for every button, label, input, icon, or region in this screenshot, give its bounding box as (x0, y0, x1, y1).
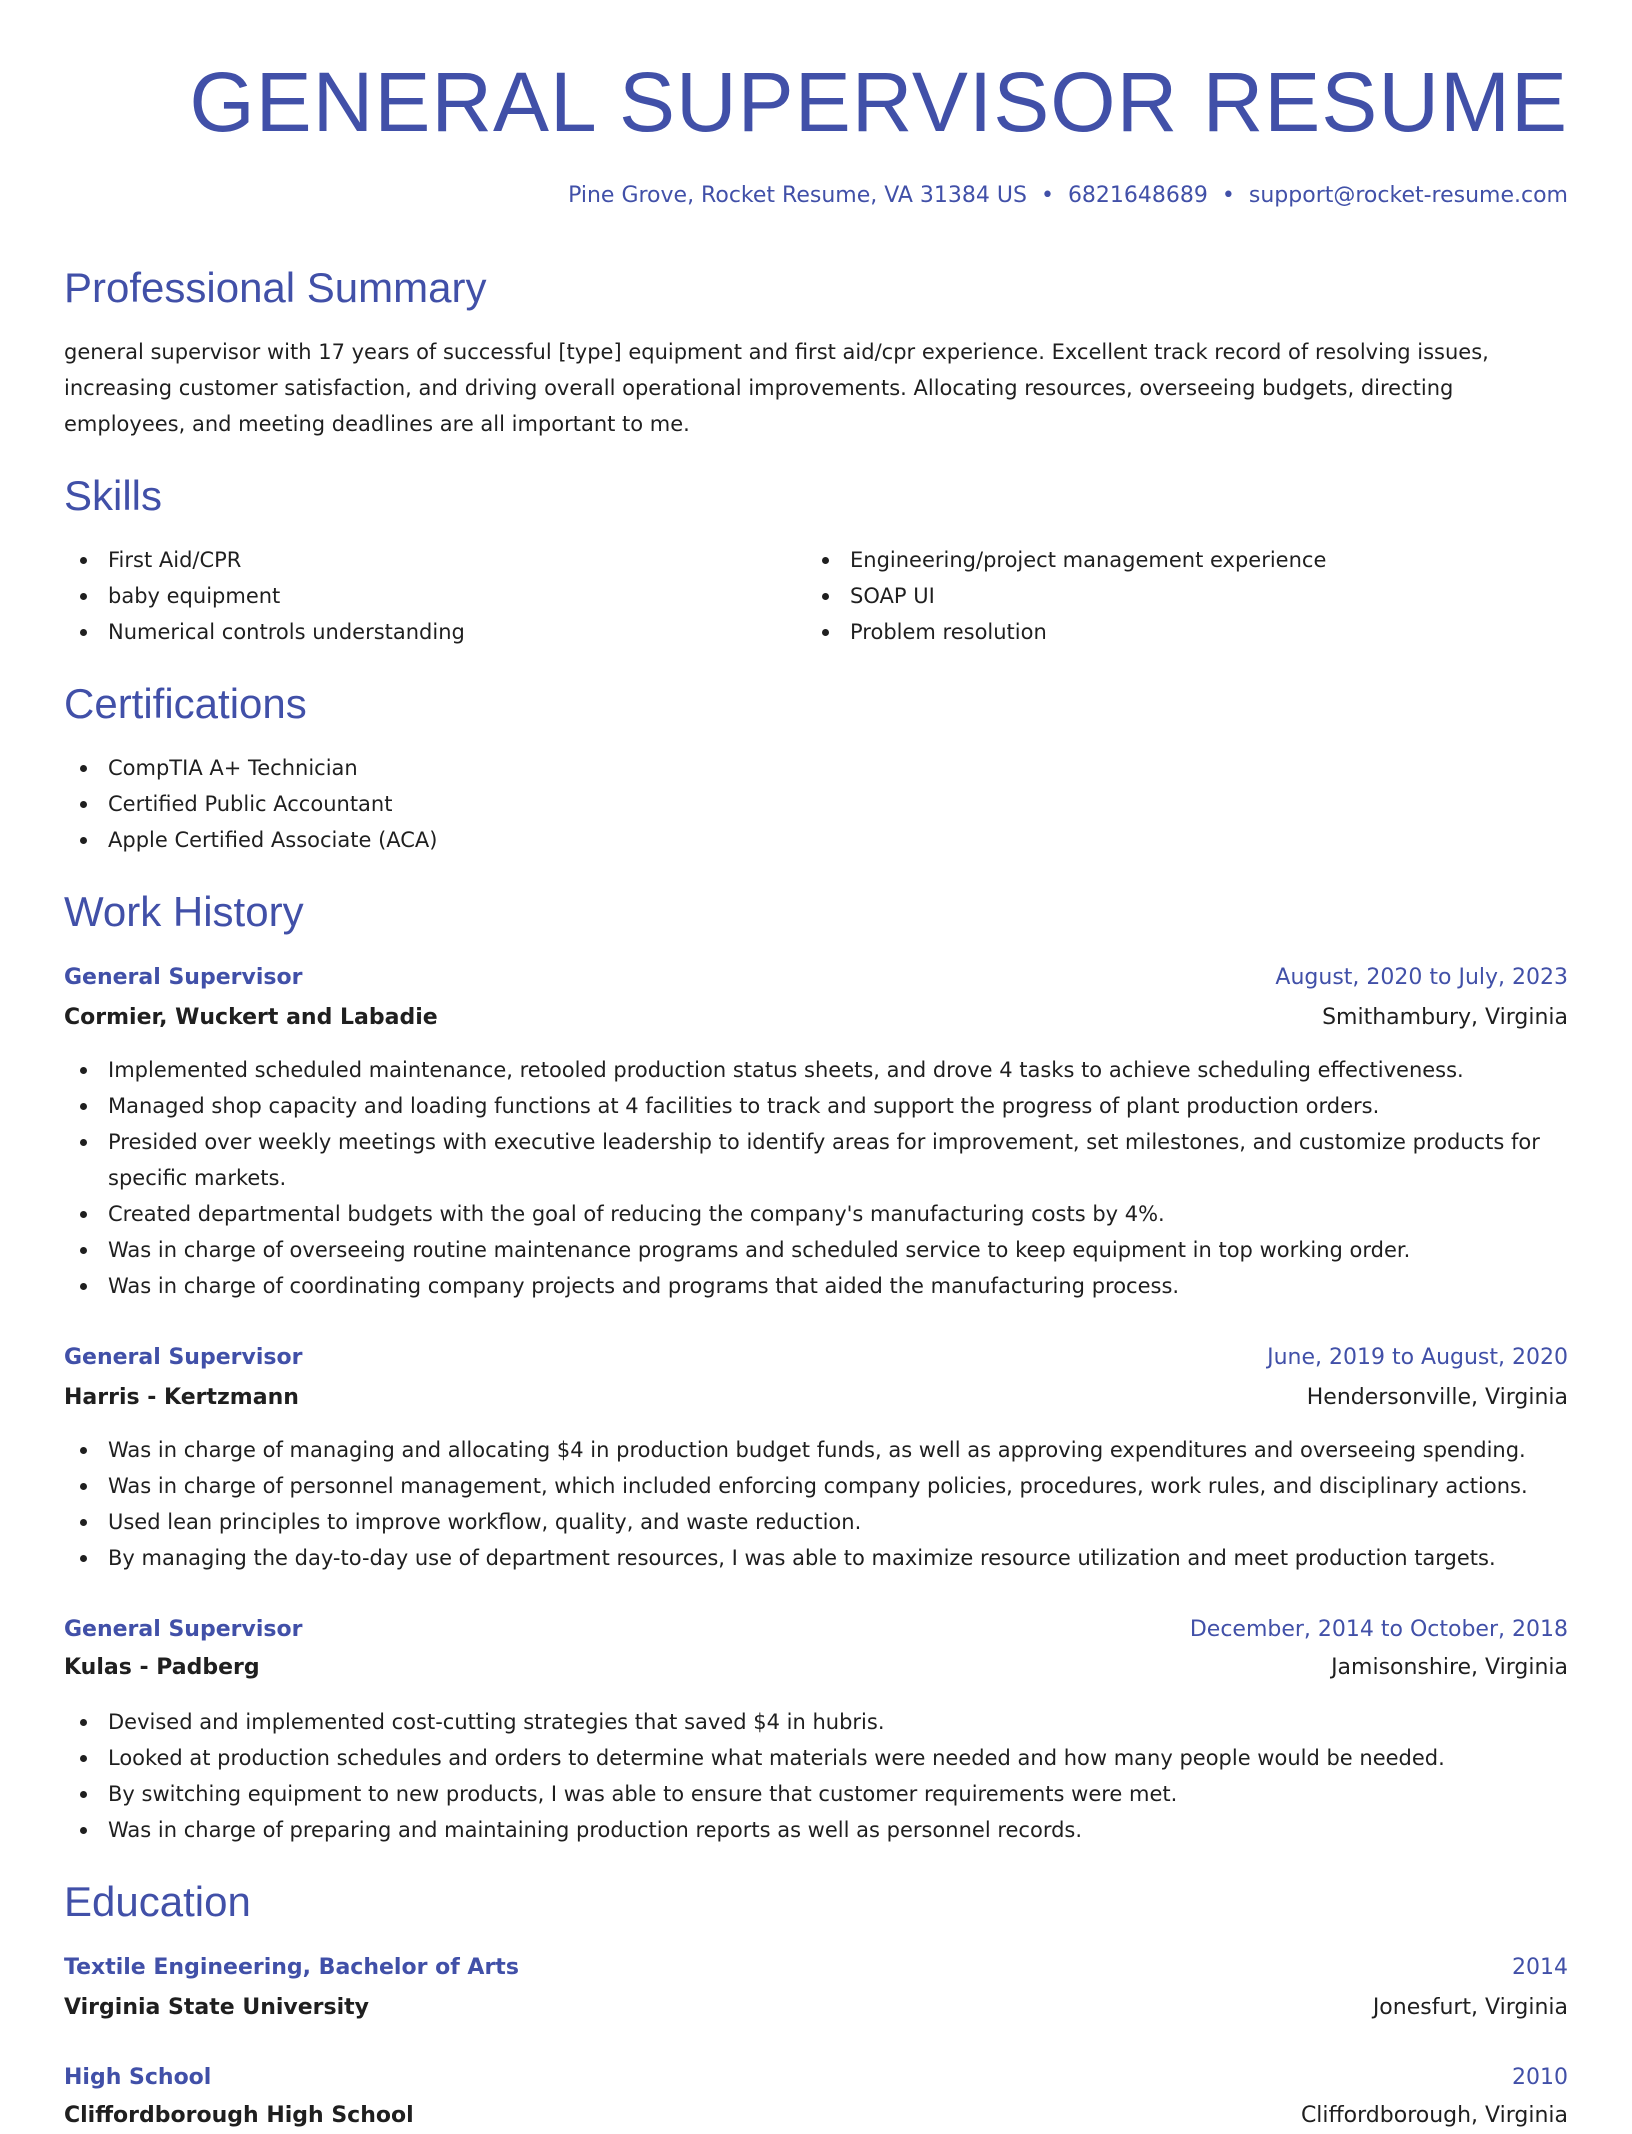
education-degree-row (64, 1950, 1568, 1986)
job-title-row (64, 1612, 1568, 1648)
education-year: 2010 (1512, 2065, 1568, 2090)
skills-heading: Skills (64, 472, 163, 519)
job-title-row (64, 960, 1568, 996)
summary-heading: Professional Summary (64, 264, 487, 311)
job-bullet: Created departmental budgets with the goal of reducing the company's manufacturing costs by 4%. (64, 1196, 1568, 1232)
job-dates: June, 2019 to August, 2020 (1267, 1345, 1568, 1370)
resume-page (64, 0, 1568, 2128)
education-degree: Textile Engineering, Bachelor of Arts (64, 1955, 519, 1980)
skill-item: Numerical controls understanding (64, 614, 804, 650)
job-bullet: By switching equipment to new products, I was able to ensure that customer requirements were met. (64, 1776, 1568, 1812)
skills-list-left (64, 542, 804, 650)
job-company-row (64, 1000, 1568, 1036)
job-location: Jamisonshire, Virginia (1331, 1655, 1568, 1680)
contact-separator: • (1221, 183, 1235, 208)
job-bullet: Implemented scheduled maintenance, retooled production status sheets, and drove 4 tasks to achieve scheduling effectiveness. (64, 1052, 1568, 1088)
job-bullet: Was in charge of managing and allocating $4 in production budget funds, as well as approving expenditures and overseeing spending. (64, 1432, 1568, 1468)
work-history-heading: Work History (64, 888, 304, 935)
job-bullet: Was in charge of preparing and maintaining production reports as well as personnel records. (64, 1812, 1568, 1848)
job-bullets (64, 1704, 1568, 1848)
skill-item: baby equipment (64, 578, 804, 614)
education-school: Virginia State University (64, 1995, 370, 2020)
education-degree: High School (64, 2065, 212, 2090)
contact-line (568, 180, 1568, 212)
job-bullet: Was in charge of overseeing routine maintenance programs and scheduled service to keep equipment in top working order. (64, 1232, 1568, 1268)
certification-item: Certified Public Accountant (64, 786, 1568, 822)
certification-item: CompTIA A+ Technician (64, 750, 1568, 786)
job-company: Cormier, Wuckert and Labadie (64, 1005, 438, 1030)
skill-item: Problem resolution (806, 614, 1566, 650)
job-bullets (64, 1052, 1568, 1304)
skill-item: First Aid/CPR (64, 542, 804, 578)
job-dates: August, 2020 to July, 2023 (1275, 965, 1568, 990)
job-location: Hendersonville, Virginia (1306, 1385, 1568, 1410)
job-company-row (64, 1650, 1568, 1686)
skill-item: Engineering/project management experience (806, 542, 1566, 578)
contact-separator: • (1040, 183, 1054, 208)
job-company: Kulas - Padberg (64, 1655, 260, 1680)
resume-title: GENERAL SUPERVISOR RESUME (189, 55, 1568, 149)
education-year: 2014 (1512, 1955, 1568, 1980)
job-dates: December, 2014 to October, 2018 (1189, 1617, 1568, 1642)
job-title-row (64, 1340, 1568, 1376)
job-bullet: Managed shop capacity and loading functions at 4 facilities to track and support the progress of plant production orders. (64, 1088, 1568, 1124)
job-role: General Supervisor (64, 965, 303, 990)
summary-text: general supervisor with 17 years of successful [type] equipment and first aid/cpr experience. Excellent track record of resolving issues, increasing customer satisfaction, and driving overall operational improvements. Allocating resources, overseeing budgets, directing employees, and meeting deadlines are all important to me. (64, 340, 1489, 436)
contact-email[interactable]: support@rocket-resume.com (1248, 183, 1568, 208)
skills-list-right (806, 542, 1566, 650)
job-bullet: Looked at production schedules and orders to determine what materials were needed and how many people would be needed. (64, 1740, 1568, 1776)
job-role: General Supervisor (64, 1345, 303, 1370)
job-location: Smithambury, Virginia (1322, 1005, 1568, 1030)
skill-item: SOAP UI (806, 578, 1566, 614)
education-location: Jonesfurt, Virginia (1372, 1995, 1568, 2020)
job-company: Harris - Kertzmann (64, 1385, 299, 1410)
job-company-row (64, 1380, 1568, 1416)
job-bullet: Presided over weekly meetings with executive leadership to identify areas for improvement, set milestones, and customize products for specific markets. (64, 1124, 1568, 1196)
job-role: General Supervisor (64, 1617, 303, 1642)
certification-item: Apple Certified Associate (ACA) (64, 822, 1568, 858)
certifications-list (64, 750, 1568, 858)
job-bullets (64, 1432, 1568, 1576)
contact-address: Pine Grove, Rocket Resume, VA 31384 US (568, 183, 1027, 208)
job-bullet: Was in charge of coordinating company projects and programs that aided the manufacturing process. (64, 1268, 1568, 1304)
job-bullet: By managing the day-to-day use of department resources, I was able to maximize resource utilization and meet production targets. (64, 1540, 1568, 1576)
job-bullet: Used lean principles to improve workflow, quality, and waste reduction. (64, 1504, 1568, 1540)
education-degree-row (64, 2060, 1568, 2096)
education-heading: Education (64, 1878, 251, 1925)
job-bullet: Devised and implemented cost-cutting strategies that saved $4 in hubris. (64, 1704, 1568, 1740)
education-school-row (64, 1990, 1568, 2026)
education-school: Cliffordborough High School (64, 2103, 414, 2128)
contact-phone: 6821648689 (1067, 183, 1208, 208)
education-school-row (64, 2098, 1568, 2134)
education-location: Cliffordborough, Virginia (1300, 2103, 1568, 2128)
job-bullet: Was in charge of personnel management, which included enforcing company policies, procedures, work rules, and disciplinary actions. (64, 1468, 1568, 1504)
certifications-heading: Certifications (64, 680, 307, 727)
